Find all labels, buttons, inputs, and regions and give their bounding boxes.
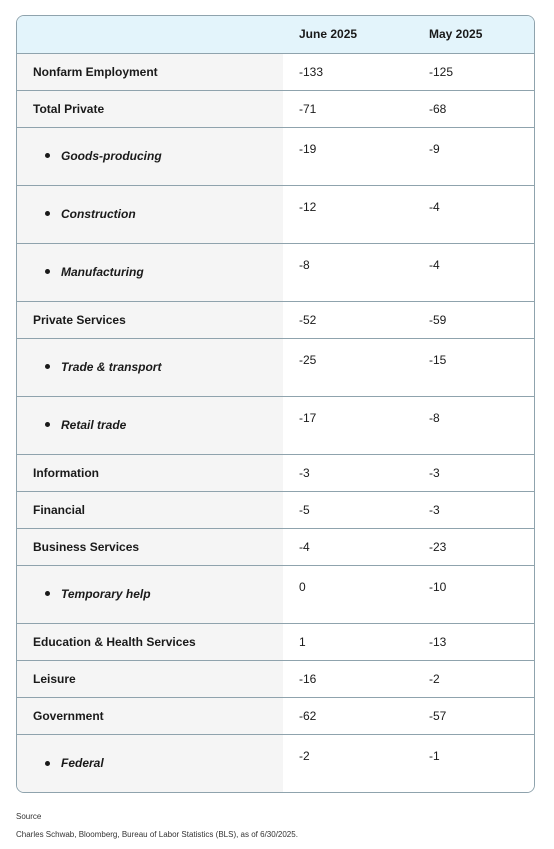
row-label-cell: [17, 528, 283, 565]
may-2025-value: -4: [413, 185, 535, 243]
june-2025-value: -8: [283, 243, 413, 301]
row-label: Construction: [61, 207, 136, 221]
row-label: Trade & transport: [61, 360, 162, 374]
row-label-cell: [17, 396, 283, 454]
employment-table: [17, 16, 535, 792]
row-label: Education & Health Services: [33, 634, 196, 649]
table-row: [17, 454, 535, 491]
june-2025-value: -4: [283, 528, 413, 565]
june-2025-value: -5: [283, 491, 413, 528]
may-2025-value: -59: [413, 301, 535, 338]
row-label: Government: [33, 708, 104, 723]
row-label-cell: [17, 660, 283, 697]
may-2025-value: -3: [413, 454, 535, 491]
june-2025-value: -2: [283, 734, 413, 792]
may-2025-value: -15: [413, 338, 535, 396]
june-2025-value: -52: [283, 301, 413, 338]
header-may-2025: May 2025: [413, 16, 535, 53]
row-label: Temporary help: [61, 587, 151, 601]
june-2025-value: -62: [283, 697, 413, 734]
row-label-cell: [17, 127, 283, 185]
bullet-icon: [45, 269, 50, 274]
table-row: [17, 127, 535, 185]
table-row: [17, 243, 535, 301]
bullet-icon: [45, 364, 50, 369]
june-2025-value: -3: [283, 454, 413, 491]
table-row: [17, 660, 535, 697]
row-label: Total Private: [33, 101, 105, 116]
source-text: Charles Schwab, Bloomberg, Bureau of Labor Statistics (BLS), as of 6/30/2025.: [16, 830, 298, 839]
table-row: [17, 528, 535, 565]
june-2025-value: -16: [283, 660, 413, 697]
row-label-cell: [17, 301, 283, 338]
table-row: [17, 90, 535, 127]
may-2025-value: -68: [413, 90, 535, 127]
june-2025-value: 0: [283, 565, 413, 623]
row-label-cell: [17, 491, 283, 528]
table-row: [17, 491, 535, 528]
may-2025-value: -1: [413, 734, 535, 792]
row-label-cell: [17, 734, 283, 792]
table-header-row: [17, 16, 535, 53]
table-row: [17, 623, 535, 660]
june-2025-value: -19: [283, 127, 413, 185]
june-2025-value: -25: [283, 338, 413, 396]
row-label: Financial: [33, 502, 86, 517]
table-row: [17, 338, 535, 396]
june-2025-value: -133: [283, 53, 413, 90]
may-2025-value: -10: [413, 565, 535, 623]
may-2025-value: -4: [413, 243, 535, 301]
row-label-cell: [17, 53, 283, 90]
may-2025-value: -2: [413, 660, 535, 697]
may-2025-value: -8: [413, 396, 535, 454]
data-table-container: [16, 15, 535, 793]
table-row: [17, 697, 535, 734]
table-row: [17, 396, 535, 454]
table-row: [17, 53, 535, 90]
table-row: [17, 565, 535, 623]
row-label-cell: [17, 243, 283, 301]
may-2025-value: -13: [413, 623, 535, 660]
june-2025-value: -12: [283, 185, 413, 243]
bullet-icon: [45, 153, 50, 158]
row-label-cell: [17, 338, 283, 396]
may-2025-value: -125: [413, 53, 535, 90]
row-label: Nonfarm Employment: [33, 64, 158, 79]
row-label-cell: [17, 565, 283, 623]
row-label-cell: [17, 185, 283, 243]
june-2025-value: -71: [283, 90, 413, 127]
source-label: Source: [16, 812, 42, 821]
bullet-icon: [45, 422, 50, 427]
bullet-icon: [45, 591, 50, 596]
header-label-column: [17, 16, 283, 53]
table-row: [17, 301, 535, 338]
row-label-cell: [17, 623, 283, 660]
row-label-cell: [17, 90, 283, 127]
may-2025-value: -23: [413, 528, 535, 565]
june-2025-value: -17: [283, 396, 413, 454]
header-june-2025: June 2025: [283, 16, 413, 53]
row-label: Manufacturing: [61, 265, 144, 279]
may-2025-value: -9: [413, 127, 535, 185]
row-label: Goods-producing: [61, 149, 162, 163]
table-row: [17, 185, 535, 243]
table-body: [17, 53, 535, 792]
row-label: Leisure: [33, 671, 76, 686]
may-2025-value: -3: [413, 491, 535, 528]
june-2025-value: 1: [283, 623, 413, 660]
may-2025-value: -57: [413, 697, 535, 734]
bullet-icon: [45, 211, 50, 216]
table-row: [17, 734, 535, 792]
row-label: Private Services: [33, 312, 126, 327]
row-label: Retail trade: [61, 418, 127, 432]
row-label: Business Services: [33, 539, 140, 554]
row-label-cell: [17, 454, 283, 491]
bullet-icon: [45, 761, 50, 766]
row-label: Information: [33, 465, 99, 480]
row-label-cell: [17, 697, 283, 734]
row-label: Federal: [61, 756, 104, 771]
